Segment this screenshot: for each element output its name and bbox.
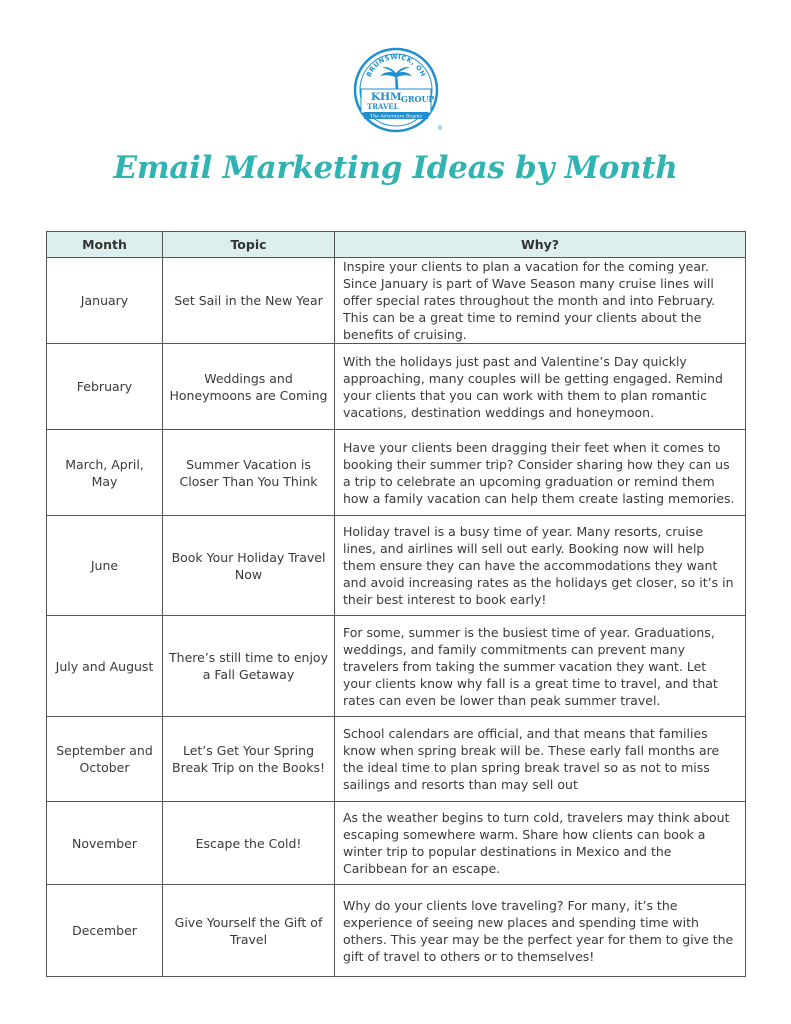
- why-cell: With the holidays just past and Valentine’s Day quickly approaching, many couples will be getting engaged. Remind your clients that you can work with them to plan romantic vacations, destination weddings and honeymoon.: [335, 344, 746, 430]
- khm-travel-group-logo: [349, 46, 443, 134]
- why-cell: Inspire your clients to plan a vacation for the coming year. Since January is part of Wave Season many cruise lines will offer special rates throughout the month and into February. This can be a great time to remind your clients about the benefits of cruising.: [335, 258, 746, 344]
- table-row: [47, 344, 746, 430]
- table-row: [47, 258, 746, 344]
- topic-cell: Summer Vacation is Closer Than You Think: [163, 430, 335, 516]
- table-row: [47, 616, 746, 717]
- logo-line2: TRAVEL: [367, 102, 399, 111]
- month-cell: January: [47, 258, 163, 344]
- palm-tree-icon: [380, 67, 412, 90]
- topic-cell: Book Your Holiday Travel Now: [163, 516, 335, 616]
- why-cell: Why do your clients love traveling? For many, it’s the experience of seeing new places and spending time with others. This year may be the perfect year for them to give the gift of travel to others or to themselves!: [335, 885, 746, 977]
- logo-line3: GROUP: [401, 94, 435, 104]
- page-title: Email Marketing Ideas by Month: [113, 150, 678, 186]
- table-row: [47, 717, 746, 802]
- month-cell: July and August: [47, 616, 163, 717]
- topic-cell: There’s still time to enjoy a Fall Getaway: [163, 616, 335, 717]
- table-row: [47, 516, 746, 616]
- topic-cell: Give Yourself the Gift of Travel: [163, 885, 335, 977]
- month-cell: June: [47, 516, 163, 616]
- why-cell: As the weather begins to turn cold, travelers may think about escaping somewhere warm. Share how clients can book a winter trip to popular destinations in Mexico and the Caribbean for an escape.: [335, 802, 746, 885]
- header-topic: Topic: [163, 232, 335, 258]
- table-row: [47, 802, 746, 885]
- table-row: [47, 885, 746, 977]
- header-why: Why?: [335, 232, 746, 258]
- month-cell: December: [47, 885, 163, 977]
- table-row: [47, 430, 746, 516]
- topic-cell: Let’s Get Your Spring Break Trip on the Books!: [163, 717, 335, 802]
- topic-cell: Weddings and Honeymoons are Coming: [163, 344, 335, 430]
- month-cell: March, April, May: [47, 430, 163, 516]
- month-cell: February: [47, 344, 163, 430]
- month-cell: November: [47, 802, 163, 885]
- ideas-table: [46, 231, 746, 977]
- why-cell: School calendars are official, and that means that families know when spring break will be. These early fall months are the ideal time to plan spring break travel so as not to miss sailings and resorts than may sell out: [335, 717, 746, 802]
- topic-cell: Set Sail in the New Year: [163, 258, 335, 344]
- header-month: Month: [47, 232, 163, 258]
- logo-top-text: BRUNSWICK, OH: [364, 52, 428, 79]
- registered-mark: ®: [437, 125, 443, 132]
- logo-tagline: The Adventure Begins: [370, 114, 422, 120]
- logo-line1: KHM: [371, 91, 402, 103]
- why-cell: For some, summer is the busiest time of year. Graduations, weddings, and family commitments can prevent many travelers from taking the summer vacation they want. Let your clients know why fall is a great time to travel, and that rates can even be lower than peak summer travel.: [335, 616, 746, 717]
- why-cell: Have your clients been dragging their feet when it comes to booking their summer trip? Consider sharing how they can us a trip to celebrate an upcoming graduation or remind them how a family vacation can help them create lasting memories.: [335, 430, 746, 516]
- table-header-row: [47, 232, 746, 258]
- topic-cell: Escape the Cold!: [163, 802, 335, 885]
- month-cell: September and October: [47, 717, 163, 802]
- why-cell: Holiday travel is a busy time of year. Many resorts, cruise lines, and airlines will sell out early. Booking now will help them ensure they can have the accommodations they want and avoid increasing rates as the holidays get closer, so it’s in their best interest to book early!: [335, 516, 746, 616]
